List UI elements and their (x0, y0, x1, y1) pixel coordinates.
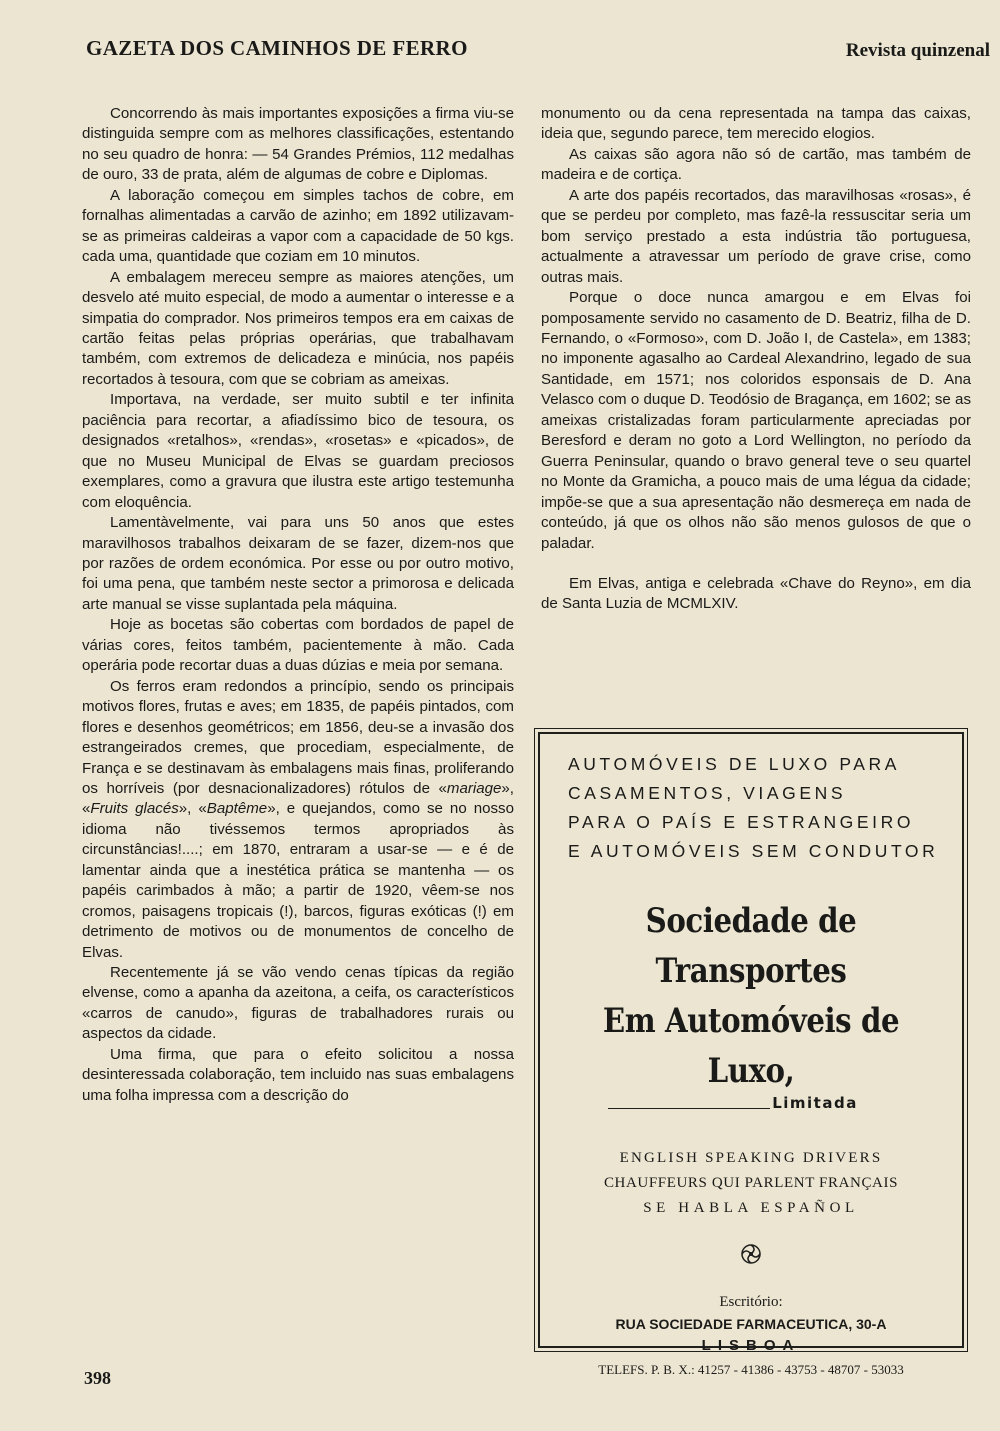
ad-company-line: Sociedade de Transportes (645, 901, 857, 991)
italic-term: Baptême (206, 800, 268, 818)
paragraph: Concorrendo às mais importantes exposições a firma viu-se distinguida sempre com as melhores classificações, estentando no seu quadro de honra: — 54 Grandes Prémios, 112 medalhas de ouro, 33 de prata, além de algumas de cobre e Diplomas. (82, 105, 514, 184)
ad-language-line: CHAUFFEURS QUI PARLENT FRANÇAIS (603, 1175, 899, 1191)
paragraph: Recentemente já se vão vendo cenas típicas da região elvense, como a apanha da azeitona, a ceifa, os característicos «carros de canudo», figuras de trabalhadores rurais ou aspectos da cidade. (82, 964, 514, 1043)
swirl-ornament-icon (740, 1243, 762, 1265)
ad-company-line: Em Automóveis de Luxo, (602, 1001, 900, 1091)
ad-service-line: E AUTOMÓVEIS SEM CONDUTOR (568, 841, 939, 861)
ad-city: LISBOA (701, 1337, 801, 1354)
closing-paragraph: Em Elvas, antiga e celebrada «Chave do Reyno», em dia de Santa Luzia de MCMLXIV. (541, 574, 971, 613)
paragraph: A arte dos papéis recortados, das maravilhosas «rosas», é que se perdeu por completo, mas fazê-la ressuscitar seria um bom serviço prestado a esta indústria tão portuguesa, actualmente a atravessar um período de grave crise, como outras mais. (541, 186, 971, 286)
paragraph: Hoje as bocetas são cobertas com bordados de papel de várias cores, feitos também, pacientemente à mão. Cada operária pode recortar duas a duas dúzias e meia por semana. (82, 616, 514, 675)
ad-limitada (540, 1094, 962, 1112)
ad-languages (540, 1146, 962, 1221)
ad-company-name (570, 896, 933, 1096)
ad-service-line: PARA O PAÍS E ESTRANGEIRO (568, 812, 915, 832)
ad-rule (608, 1108, 770, 1109)
ad-street-address: RUA SOCIEDADE FARMACEUTICA, 30-A (615, 1316, 887, 1332)
italic-term: mariage (446, 779, 502, 797)
ad-phone-numbers: TELEFS. P. B. X.: 41257 - 41386 - 43753 - 48707 - 53033 (598, 1362, 904, 1377)
ad-services (540, 750, 962, 866)
paragraph: Uma firma, que para o efeito solicitou a nossa desinteressada colaboração, tem incluido nas suas embalagens uma folha impressa com a descrição do (82, 1045, 514, 1104)
paragraph: Lamentàvelmente, vai para uns 50 anos que estes maravilhosos trabalhos deixaram de se fazer, dizem-nos que por razões de ordem económica. Por esse ou por outro motivo, foi uma pena, que também neste sector a primorosa e delicada arte manual se visse suplantada pela máquina. (82, 514, 514, 613)
ad-service-line: AUTOMÓVEIS DE LUXO PARA (568, 754, 901, 774)
paragraph: A laboração começou em simples tachos de cobre, em fornalhas alimentadas a carvão de azinho; em 1892 utilizavam-se as primeiras caldeiras a vapor com a capacidade de 50 kgs. cada uma, quantidade que coziam em 10 minutos. (82, 186, 514, 266)
advertisement-box (538, 732, 964, 1377)
ad-language-line: ENGLISH SPEAKING DRIVERS (619, 1150, 883, 1166)
italic-term: Fruits glacés (90, 800, 179, 818)
paragraph: monumento ou da cena representada na tampa das caixas, ideia que, segundo parece, tem merecido elogios. (541, 105, 971, 143)
text-run: », e quejandos, como se no nosso idioma não tivéssemos termos apropriados às circunstâncias!....; em 1870, entraram a usar-se — e é de lamentar ainda que a inestética prática se mantenha — os papéis carimbados à mão; a partir de 1920, vêem-se nos cromos, paisagens tropicais (!), barcos, figuras exóticas (!) em detrimento de motivos ou de monumentos de concelho de Elvas. (82, 800, 514, 961)
ad-language-line: SE HABLA ESPAÑOL (643, 1200, 859, 1216)
swirl-ornament-icon (540, 1243, 962, 1271)
paragraph (82, 677, 514, 963)
journal-subtitle: Revista quinzenal (845, 40, 990, 61)
ad-office-label: Escritório: (719, 1294, 783, 1310)
paragraph: Porque o doce nunca amargou e em Elvas foi pomposamente servido no casamento de D. Beatriz, filha de D. Fernando, o «Formoso», com D. João I, de Castela», em 1383; no imponente agasalho ao Cardeal Alexandrino, legado de sua Santidade, em 1571; nos coloridos esponsais de D. Ana Velasco com o duque D. Teodósio de Bragança, em 1602; se as ameixas cristalizadas foram particularmente apreciadas por Beresford e deram no goto a Lord Wellington, no período da Guerra Peninsular, quando o bravo general teve o seu quartel no Monte da Gramicha, a pouco mais de uma légua da cidade; impõe-se que a sua apresentação não desmereça em nada de conteúdo, já que os olhos não são menos gulosos de que o paladar. (541, 289, 971, 552)
right-column (541, 104, 971, 615)
page-number: 398 (84, 1368, 111, 1388)
left-column (82, 104, 514, 1106)
text-run: », « (82, 779, 514, 818)
text-run: Os ferros eram redondos a princípio, sendo os principais motivos flores, frutas e aves; em 1835, de papéis pintados, com flores e desenhos geométricos; em 1856, deu-se a invasão dos estrangeirados cremes, que procediam, especialmente, de França e se destinavam às embalagens mais finas, proliferando os horríveis (por desnacionalizadores) rótulos de « (82, 677, 514, 797)
ad-limitada-label: Limitada (772, 1094, 858, 1112)
ad-service-line: CASAMENTOS, VIAGENS (568, 783, 847, 803)
paragraph: A embalagem mereceu sempre as maiores atenções, um desvelo até muito especial, de modo a aumentar o interesse e a simpatia do comprador. Nos primeiros tempos era em caixas de cartão feitas pelas próprias operárias, que trabalhavam também, com extremos de delicadeza e minúcia, nos papéis recortados à tesoura, com que se cobriam as ameixas. (82, 268, 514, 388)
paragraph: Importava, na verdade, ser muito subtil e ter infinita paciência para recortar, a afiadíssimo bico de tesoura, os designados «retalhos», «rendas», «rosetas» e «picados», de que no Museu Municipal de Elvas se guardam preciosos exemplares, como a gravura que ilustra este artigo testemunha com eloquência. (82, 391, 514, 511)
journal-title: GAZETA DOS CAMINHOS DE FERRO (86, 36, 468, 60)
paragraph: As caixas são agora não só de cartão, mas também de madeira e de cortiça. (541, 145, 971, 184)
text-run: », « (178, 800, 207, 818)
